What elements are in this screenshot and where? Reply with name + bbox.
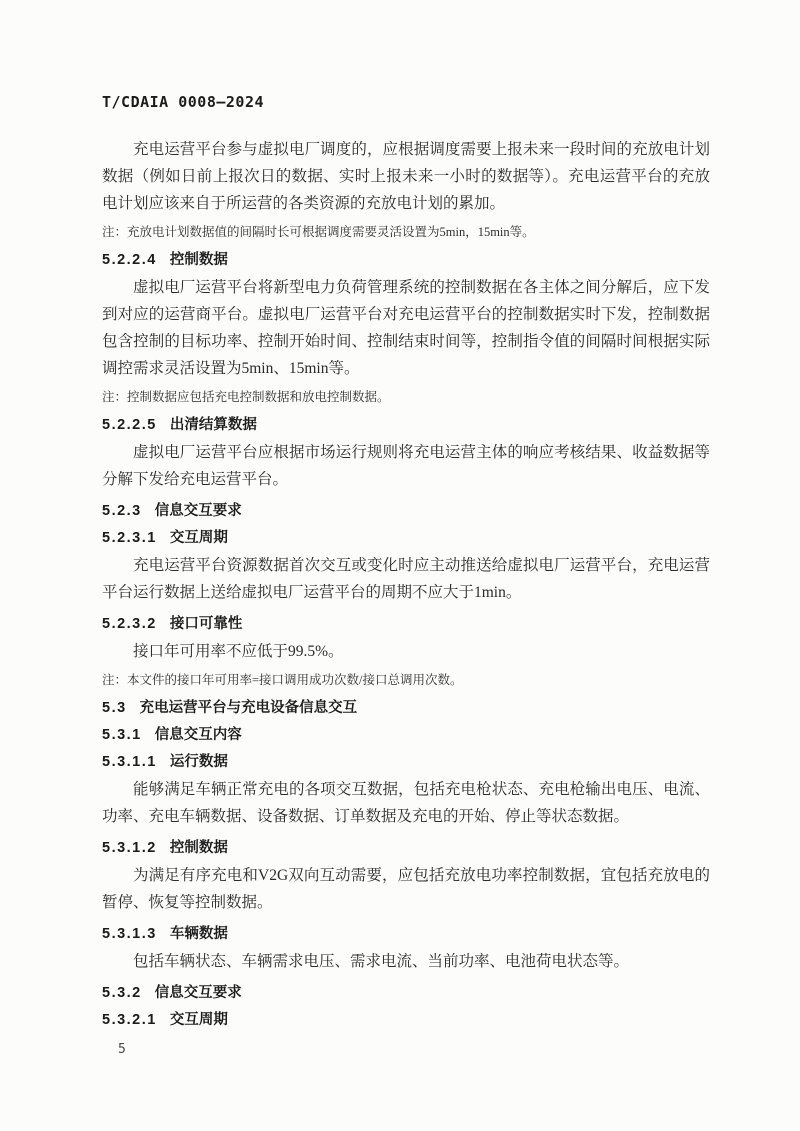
heading-5-3 <box>102 699 710 717</box>
heading-number: 5.2.3.1 <box>102 530 157 546</box>
paragraph-5-3-1-2: 为满足有序充电和V2G双向互动需要，应包括充放电功率控制数据，宜包括充放电的暂停、恢复等控制数据。 <box>102 867 710 911</box>
heading-title: 交互周期 <box>169 530 228 546</box>
heading-5-3-1-2 <box>102 839 710 857</box>
heading-title: 车辆数据 <box>169 926 228 942</box>
heading-number: 5.3.1.1 <box>102 754 157 770</box>
heading-number: 5.3.1.3 <box>102 926 157 942</box>
heading-title: 运行数据 <box>169 754 228 770</box>
heading-number: 5.2.2.5 <box>102 417 157 433</box>
paragraph-5-2-2-5: 虚拟电厂运营平台应根据市场运行规则将充电运营主体的响应考核结果、收益数据等分解下发给充电运营平台。 <box>102 444 710 488</box>
heading-number: 5.3.1.2 <box>102 840 157 856</box>
heading-title: 交互周期 <box>169 1012 228 1028</box>
heading-5-3-2 <box>102 984 710 1002</box>
heading-title: 信息交互内容 <box>154 727 242 743</box>
intro-note: 注：充放电计划数据值的间隔时长可根据调度需要灵活设置为5min，15min等。 <box>102 225 535 239</box>
heading-number: 5.3 <box>102 700 127 716</box>
heading-5-3-2-1 <box>102 1011 710 1029</box>
heading-title: 出清结算数据 <box>169 417 257 433</box>
heading-5-3-1 <box>102 726 710 744</box>
heading-5-2-3-1 <box>102 529 710 547</box>
heading-5-3-1-3 <box>102 925 710 943</box>
heading-5-2-2-5 <box>102 416 710 434</box>
heading-title: 控制数据 <box>169 252 228 268</box>
paragraph-5-2-2-4: 虚拟电厂运营平台将新型电力负荷管理系统的控制数据在各主体之间分解后，应下发到对应的运营商平台。虚拟电厂运营平台对充电运营平台的控制数据实时下发，控制数据包含控制的目标功率、控制开始时间、控制结束时间等，控制指令值的间隔时间根据实际调控需求灵活设置为5min、15min等。 <box>102 279 710 377</box>
page-number: 5 <box>118 1042 126 1057</box>
heading-number: 5.2.3 <box>102 503 142 519</box>
paragraph-5-3-1-1: 能够满足车辆正常充电的各项交互数据，包括充电枪状态、充电枪输出电压、电流、功率、充电车辆数据、设备数据、订单数据及充电的开始、停止等状态数据。 <box>102 781 710 825</box>
note-5-2-3-2: 注：本文件的接口年可用率=接口调用成功次数/接口总调用次数。 <box>102 673 463 687</box>
heading-number: 5.2.2.4 <box>102 252 157 268</box>
paragraph-5-3-1-3: 包括车辆状态、车辆需求电压、需求电流、当前功率、电池荷电状态等。 <box>133 953 630 970</box>
document-header-code: T/CDAIA 0008—2024 <box>102 93 265 111</box>
heading-5-2-3 <box>102 502 710 520</box>
heading-number: 5.3.1 <box>102 727 142 743</box>
paragraph-5-2-3-1: 充电运营平台资源数据首次交互或变化时应主动推送给虚拟电厂运营平台，充电运营平台运行数据上送给虚拟电厂运营平台的周期不应大于1min。 <box>102 557 710 601</box>
heading-title: 控制数据 <box>169 840 228 856</box>
heading-number: 5.3.2.1 <box>102 1012 157 1028</box>
heading-number: 5.2.3.2 <box>102 616 157 632</box>
paragraph-5-2-3-2: 接口年可用率不应低于99.5%。 <box>133 643 344 660</box>
heading-title: 充电运营平台与充电设备信息交互 <box>139 700 358 716</box>
heading-number: 5.3.2 <box>102 985 142 1001</box>
heading-title: 接口可靠性 <box>169 616 243 632</box>
heading-5-2-3-2 <box>102 615 710 633</box>
heading-title: 信息交互要求 <box>154 503 242 519</box>
heading-title: 信息交互要求 <box>154 985 242 1001</box>
heading-5-3-1-1 <box>102 753 710 771</box>
note-5-2-2-4: 注：控制数据应包括充电控制数据和放电控制数据。 <box>102 390 390 404</box>
intro-paragraph: 充电运营平台参与虚拟电厂调度的，应根据调度需要上报未来一段时间的充放电计划数据（例如日前上报次日的数据、实时上报未来一小时的数据等）。充电运营平台的充放电计划应该来自于所运营的各类资源的充放电计划的累加。 <box>102 141 710 212</box>
heading-5-2-2-4 <box>102 251 710 269</box>
